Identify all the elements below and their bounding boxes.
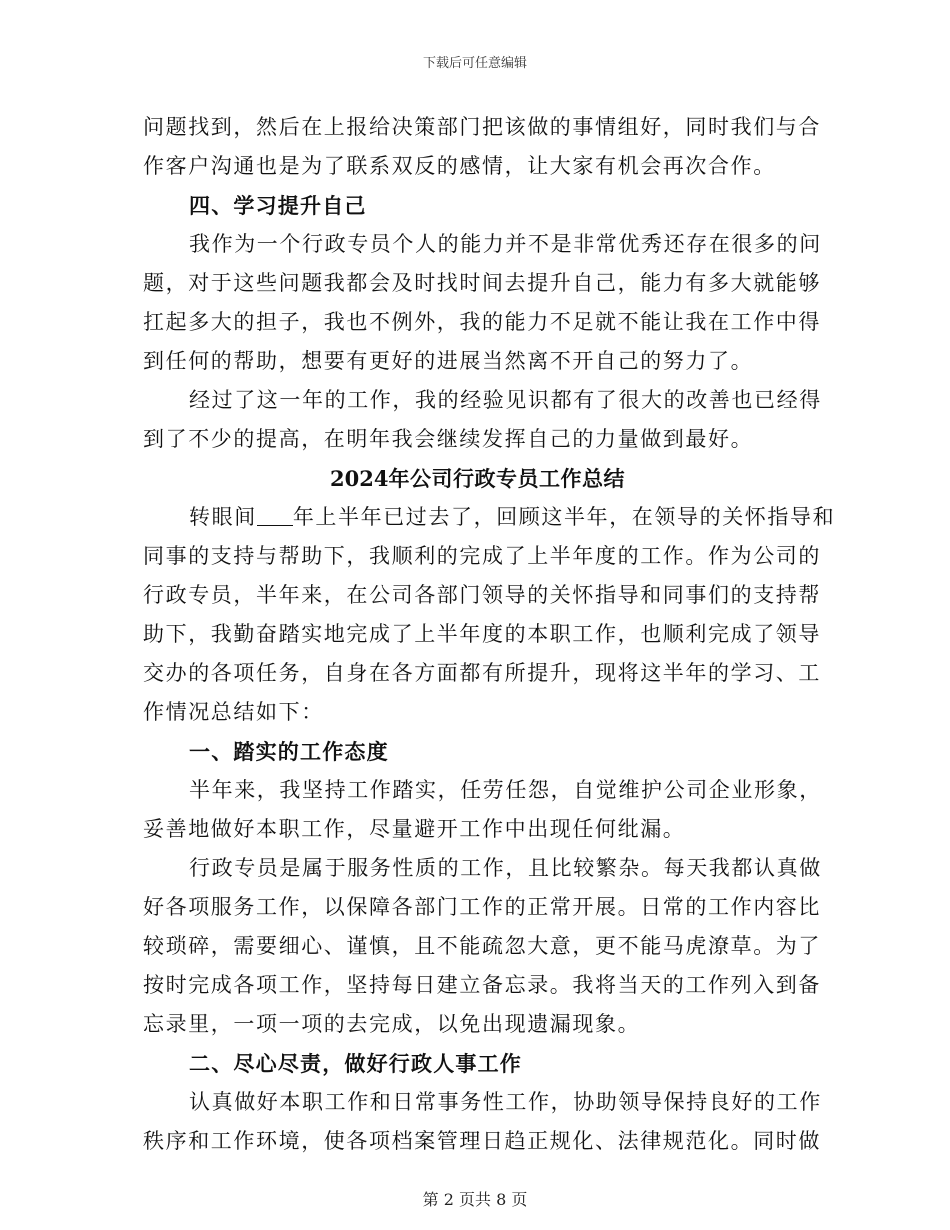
paragraph-line: 妥善地做好本职工作，尽量避开工作中出现任何纰漏。	[143, 817, 686, 841]
page-footer: 第 2 页共 8 页	[422, 1190, 528, 1209]
paragraph-line: 题，对于这些问题我都会及时找时间去提升自己，能力有多大就能够	[143, 271, 821, 295]
line-text: 年上半年已过去了，回顾这半年，在领导的关怀指导和	[292, 505, 836, 529]
paragraph-line	[143, 498, 836, 537]
paragraph-line: 我作为一个行政专员个人的能力并不是非常优秀还存在很多的问	[189, 232, 822, 256]
title-text: 年公司行政专员工作总结	[388, 466, 625, 491]
paragraph-line: 经过了这一年的工作，我的经验见识都有了很大的改善也已经得	[189, 388, 822, 412]
line-text: 转眼间	[189, 505, 257, 529]
document-title	[143, 459, 798, 498]
section-heading-four: 四、学习提升自己	[189, 193, 367, 218]
paragraph-line: 行政专员是属于服务性质的工作，且比较繁杂。每天我都认真做	[189, 856, 822, 880]
paragraph-line: 扛起多大的担子，我也不例外，我的能力不足就不能让我在工作中得	[143, 310, 821, 334]
document-body	[143, 108, 836, 1161]
paragraph-line: 交办的各项任务，自身在各方面都有所提升，现将这半年的学习、工	[143, 661, 821, 685]
paragraph-line: 秩序和工作环境，使各项档案管理日趋正规化、法律规范化。同时做	[143, 1129, 821, 1153]
paragraph-line: 作客户沟通也是为了联系双反的感情，让大家有机会再次合作。	[143, 154, 776, 178]
paragraph-line: 行政专员，半年来，在公司各部门领导的关怀指导和同事们的支持帮	[143, 583, 821, 607]
paragraph-line: 助下，我勤奋踏实地完成了上半年度的本职工作，也顺利完成了领导	[143, 622, 821, 646]
paragraph-line: 忘录里，一项一项的去完成，以免出现遗漏现象。	[143, 1012, 641, 1036]
paragraph-line: 好各项服务工作，以保障各部门工作的正常开展。日常的工作内容比	[143, 895, 821, 919]
fill-in-blank	[257, 503, 293, 526]
paragraph-line: 认真做好本职工作和日常事务性工作，协助领导保持良好的工作	[189, 1090, 822, 1114]
paragraph-line: 同事的支持与帮助下，我顺利的完成了上半年度的工作。作为公司的	[143, 544, 821, 568]
title-year: 2024	[330, 466, 389, 491]
paragraph-line: 按时完成各项工作，坚持每日建立备忘录。我将当天的工作列入到备	[143, 973, 821, 997]
paragraph-line: 问题找到，然后在上报给决策部门把该做的事情组好，同时我们与合	[143, 115, 821, 139]
paragraph-line: 半年来，我坚持工作踏实，任劳任怨，自觉维护公司企业形象，	[189, 778, 822, 802]
section-heading-two: 二、尽心尽责，做好行政人事工作	[189, 1051, 522, 1076]
paragraph-line: 到了不少的提高，在明年我会继续发挥自己的力量做到最好。	[143, 427, 754, 451]
paragraph-line: 到任何的帮助，想要有更好的进展当然离不开自己的努力了。	[143, 349, 754, 373]
page-header: 下载后可任意编辑	[422, 56, 527, 71]
paragraph-line: 作情况总结如下：	[143, 700, 324, 724]
paragraph-line: 较琐碎，需要细心、谨慎，且不能疏忽大意，更不能马虎潦草。为了	[143, 934, 821, 958]
section-heading-one: 一、踏实的工作态度	[189, 739, 389, 764]
